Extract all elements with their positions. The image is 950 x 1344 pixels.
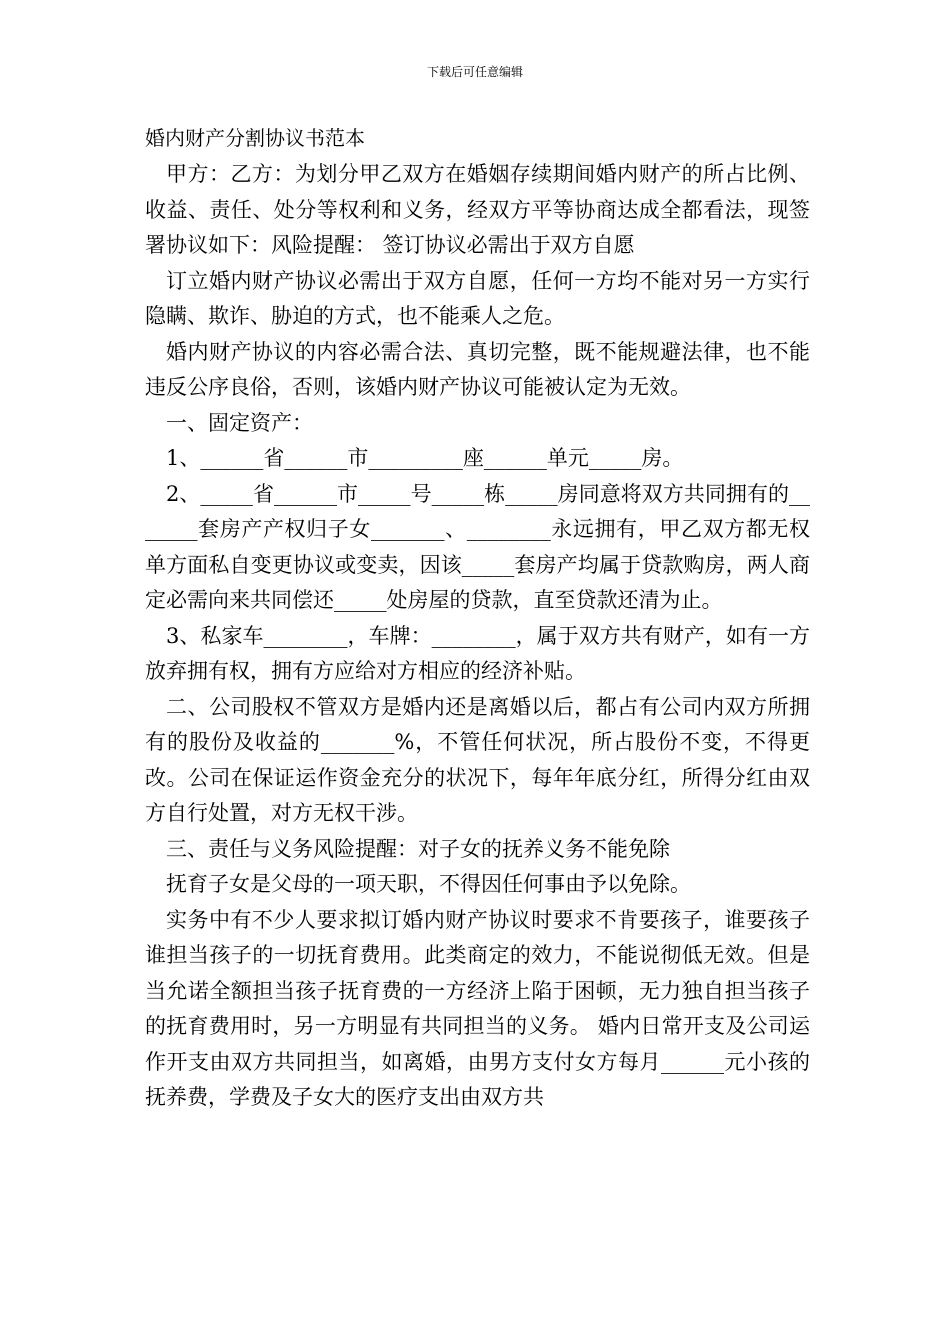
paragraph-parties: 甲方：乙方：为划分甲乙双方在婚姻存续期间婚内财产的所占比例、收益、责任、处分等权利和义务，经双方平等协商达成全都看法，现签署协议如下：风险提醒： 签订协议必需出于双方自愿	[145, 162, 810, 257]
fixed-asset-item-3: 3、私家车________，车牌：________，属于双方共有财产，如有一方放弃拥有权，拥有方应给对方相应的经济补贴。	[145, 623, 810, 683]
paragraph-child-costs: 实务中有不少人要求拟订婚内财产协议时要求不肯要孩子，谁要孩子谁担当孩子的一切抚育费用。此类商定的效力，不能说彻低无效。但是当允诺全额担当孩子抚育费的一方经济上陷于困顿，无力独自担当孩子的抚育费用时，另一方明显有共同担当的义务。 婚内日常开支及公司运作开支由双方共同担当，如离婚，由男方支付女方每月______元小孩的抚养费，学费及子女大的医疗支出由双方共	[145, 907, 810, 1109]
fixed-asset-item-1: 1、______省______市_________座______单元_____房。	[166, 446, 684, 470]
paragraph-legality: 婚内财产协议的内容必需合法、真切完整，既不能规避法律，也不能违反公序良俗，否则，该婚内财产协议可能被认定为无效。	[145, 339, 810, 399]
section-duties-heading: 三、责任与义务风险提醒：对子女的抚养义务不能免除	[166, 836, 670, 861]
page-header-note: 下载后可任意编辑	[426, 65, 523, 79]
paragraph-voluntary: 订立婚内财产协议必需出于双方自愿，任何一方均不能对另一方实行隐瞒、欺诈、胁迫的方式，也不能乘人之危。	[145, 268, 810, 328]
section-fixed-assets-heading: 一、固定资产：	[166, 410, 313, 435]
document-title: 婚内财产分割协议书范本	[145, 126, 365, 150]
paragraph-child-raising: 抚育子女是父母的一项天职，不得因任何事由予以免除。	[166, 872, 691, 896]
fixed-asset-item-2: 2、_____省______市_____号_____栋_____房同意将双方共同拥有的_______套房产产权归子女_______、________永远拥有，甲乙双方都无权单方面私自变更协议或变卖，因该_____套房产均属于贷款购房，两人商定必需向来共同偿还_____处房屋的贷款，直至贷款还清为止。	[145, 481, 810, 612]
section-company-equity: 二、公司股权不管双方是婚内还是离婚以后，都占有公司内双方所拥有的股份及收益的_______%，不管任何状况，所占股份不变，不得更改。公司在保证运作资金充分的状况下，每年年底分红，所得分红由双方自行处置，对方无权干涉。	[145, 694, 810, 825]
document-body	[145, 120, 810, 1116]
